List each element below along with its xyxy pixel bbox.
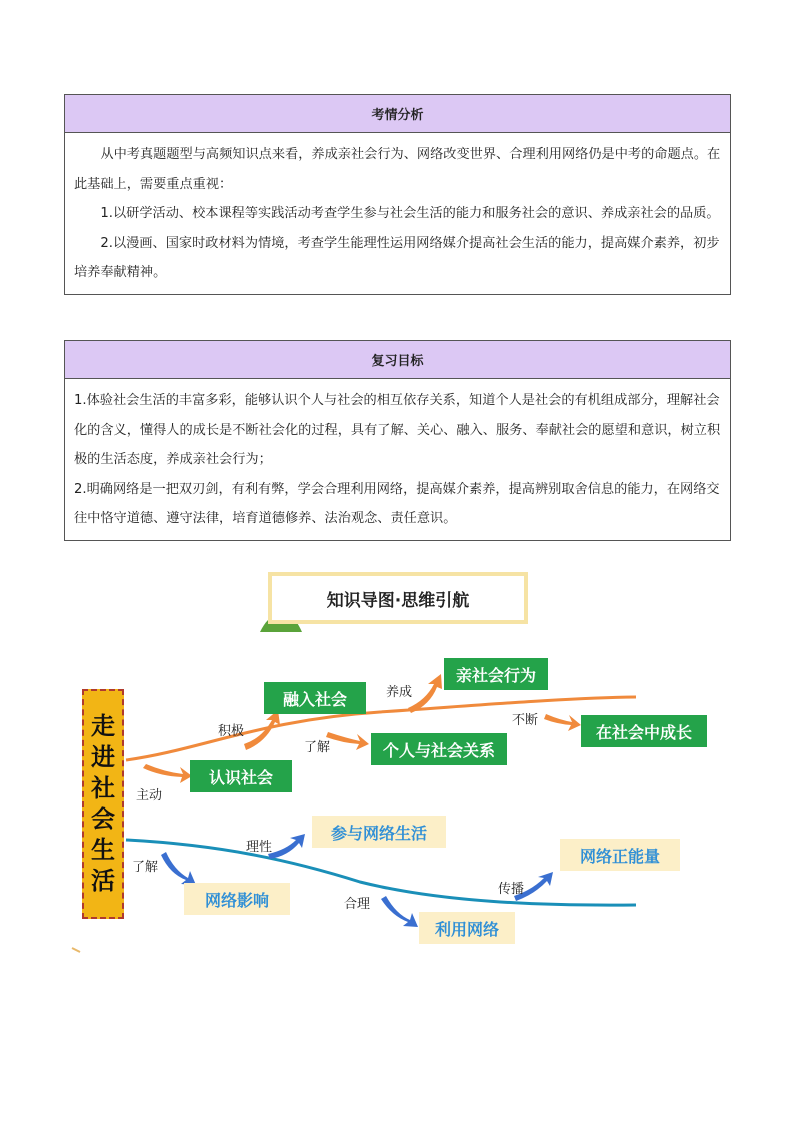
node-liyong-wangluo: 利用网络 bbox=[419, 912, 515, 944]
label-heli: 合理 bbox=[344, 897, 371, 912]
goals-paragraph: 2.明确网络是一把双刃剑，有利有弊，学会合理利用网络，提高媒介素养，提高辨别取舍信息的能力，在网络交往中恪守道德、遵守法律，培育道德修养、法治观念、责任意识。 bbox=[74, 481, 720, 526]
center-char: 社 bbox=[91, 774, 115, 802]
center-char: 会 bbox=[91, 805, 115, 833]
analysis-title: 考情分析 bbox=[65, 95, 730, 133]
goals-paragraph: 1.体验社会生活的丰富多彩，能够认识个人与社会的相互依存关系，知道个人是社会的有机组成部分，理解社会化的含义，懂得人的成长是不断社会化的过程，具有了解、关心、融入、服务、奉献社会的愿望和意识，树立积极的生活态度，养成亲社会行为； bbox=[74, 393, 721, 467]
label-zhudong: 主动 bbox=[136, 788, 163, 803]
node-renshi-shehui: 认识社会 bbox=[190, 760, 292, 792]
node-qinshehui: 亲社会行为 bbox=[444, 658, 548, 690]
analysis-box bbox=[64, 94, 731, 295]
center-char: 进 bbox=[91, 743, 115, 771]
label-chuanbo: 传播 bbox=[498, 882, 525, 897]
mindmap-header: 知识导图·思维引航 bbox=[268, 572, 528, 624]
goals-title: 复习目标 bbox=[65, 341, 730, 379]
node-wangluo-yingxiang: 网络影响 bbox=[184, 883, 290, 915]
node-canyu-wangluo: 参与网络生活 bbox=[312, 816, 446, 848]
mindmap bbox=[0, 560, 794, 960]
label-jiji: 积极 bbox=[218, 724, 245, 739]
analysis-body bbox=[65, 133, 730, 294]
center-char: 生 bbox=[91, 836, 115, 864]
arrow-icon bbox=[381, 896, 418, 927]
goals-box bbox=[64, 340, 731, 541]
arrow-icon bbox=[268, 834, 305, 859]
node-rongru-shehui: 融入社会 bbox=[264, 682, 366, 714]
analysis-paragraph: 2.以漫画、国家时政材料为情境，考查学生能理性运用网络媒介提高社会生活的能力，提高媒介素养，初步培养奉献精神。 bbox=[74, 235, 720, 280]
node-chengzhang: 在社会中成长 bbox=[581, 715, 707, 747]
center-char: 走 bbox=[91, 712, 115, 740]
label-liaojie: 了解 bbox=[304, 740, 331, 755]
label-lixing: 理性 bbox=[246, 840, 273, 855]
center-char: 活 bbox=[91, 867, 115, 895]
center-topic bbox=[82, 689, 124, 919]
corner-mark bbox=[72, 948, 80, 952]
label-buduan: 不断 bbox=[512, 713, 539, 728]
node-geren-shehui: 个人与社会关系 bbox=[371, 733, 507, 765]
node-zhengnengliang: 网络正能量 bbox=[560, 839, 680, 871]
arrow-icon bbox=[143, 764, 192, 783]
label-liaojie-lower: 了解 bbox=[132, 860, 159, 875]
goals-body bbox=[65, 379, 730, 540]
arrow-icon bbox=[326, 732, 369, 750]
label-yangcheng: 养成 bbox=[386, 685, 413, 700]
analysis-paragraph: 从中考真题题型与高频知识点来看，养成亲社会行为、网络改变世界、合理利用网络仍是中考的命题点。在此基础上，需要重点重视： bbox=[74, 147, 721, 192]
arrow-icon bbox=[161, 852, 196, 885]
arrow-icon bbox=[544, 714, 581, 731]
analysis-paragraph: 1.以研学活动、校本课程等实践活动考查学生参与社会生活的能力和服务社会的意识、养成亲社会的品质。 bbox=[100, 206, 720, 221]
